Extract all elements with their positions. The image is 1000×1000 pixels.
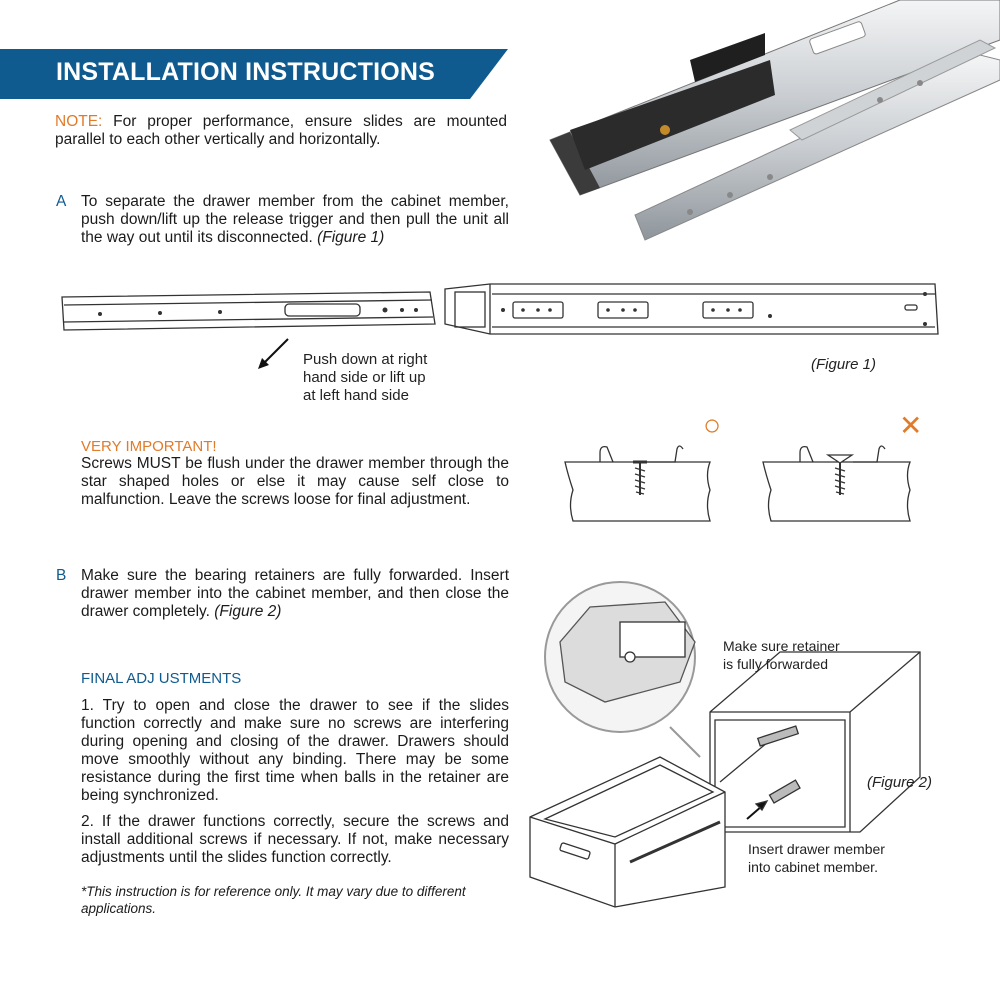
- page-title: INSTALLATION INSTRUCTIONS: [56, 58, 436, 86]
- figure2-insert-line2: into cabinet member.: [748, 859, 878, 875]
- screw-diagrams: [565, 435, 965, 525]
- figure1-callout: [303, 351, 427, 405]
- step-b-paragraph: [81, 567, 509, 621]
- final-paragraph-2: 2. If the drawer functions correctly, secure the screws and install additional screws if necessary. If not, make necessary adjustments until the slides function correctly.: [81, 813, 509, 866]
- important-text: Screws MUST be flush under the drawer member through the star shaped holes or else it may cause self close to malfunction. Leave the screws loose for final adjustment.: [81, 455, 509, 508]
- figure1-callout-line2: hand side or lift up: [303, 369, 426, 386]
- step-b-figure-ref: (Figure 2): [214, 603, 282, 620]
- final-paragraph-1: 1. Try to open and close the drawer to see if the slides function correctly and make sure no screws are interfering during opening and closing of the drawer. Drawers should move smoothly without any binding. There may be some resistance during the first time when balls in the retainer are being synchronized.: [81, 697, 509, 804]
- figure1-callout-line3: at left hand side: [303, 387, 409, 404]
- figure2-retainer-line1: Make sure retainer: [723, 638, 840, 654]
- figure1-callout-line1: Push down at right: [303, 351, 428, 368]
- step-a-figure-ref: (Figure 1): [317, 229, 385, 246]
- figure1-slide-drawing: [60, 272, 940, 382]
- note-label: NOTE:: [55, 113, 103, 130]
- step-b-letter: B: [56, 567, 67, 584]
- step-b-text: Make sure the bearing retainers are fully forwarded. Insert drawer member into the cabinet member, and then close the drawer completely.: [81, 567, 509, 620]
- step-a-paragraph: [81, 193, 509, 247]
- final-heading: FINAL ADJ USTMENTS: [81, 670, 242, 687]
- figure2-insert-line1: Insert drawer member: [748, 841, 885, 857]
- disclaimer: *This instruction is for reference only. It may vary due to different applications.: [81, 884, 466, 916]
- figure1-caption: (Figure 1): [811, 356, 877, 373]
- note-text: For proper performance, ensure slides are mounted parallel to each other vertically and horizontally.: [55, 113, 507, 148]
- product-photo: [540, 0, 1000, 250]
- figure2-retainer-callout: [723, 637, 840, 673]
- wrong-symbol: ✕: [899, 410, 923, 441]
- figure2-caption: (Figure 2): [867, 774, 933, 791]
- figure2-insert-callout: [748, 840, 885, 876]
- important-heading: VERY IMPORTANT!: [81, 438, 217, 455]
- note-paragraph: [55, 113, 507, 149]
- step-a-text: To separate the drawer member from the cabinet member, push down/lift up the release trigger and then pull the unit all the way out until its disconnected.: [81, 193, 509, 246]
- step-a-letter: A: [56, 193, 67, 210]
- figure2-drawing: [530, 582, 950, 912]
- figure2-retainer-line2: is fully forwarded: [723, 656, 829, 672]
- correct-symbol: ○: [703, 409, 722, 442]
